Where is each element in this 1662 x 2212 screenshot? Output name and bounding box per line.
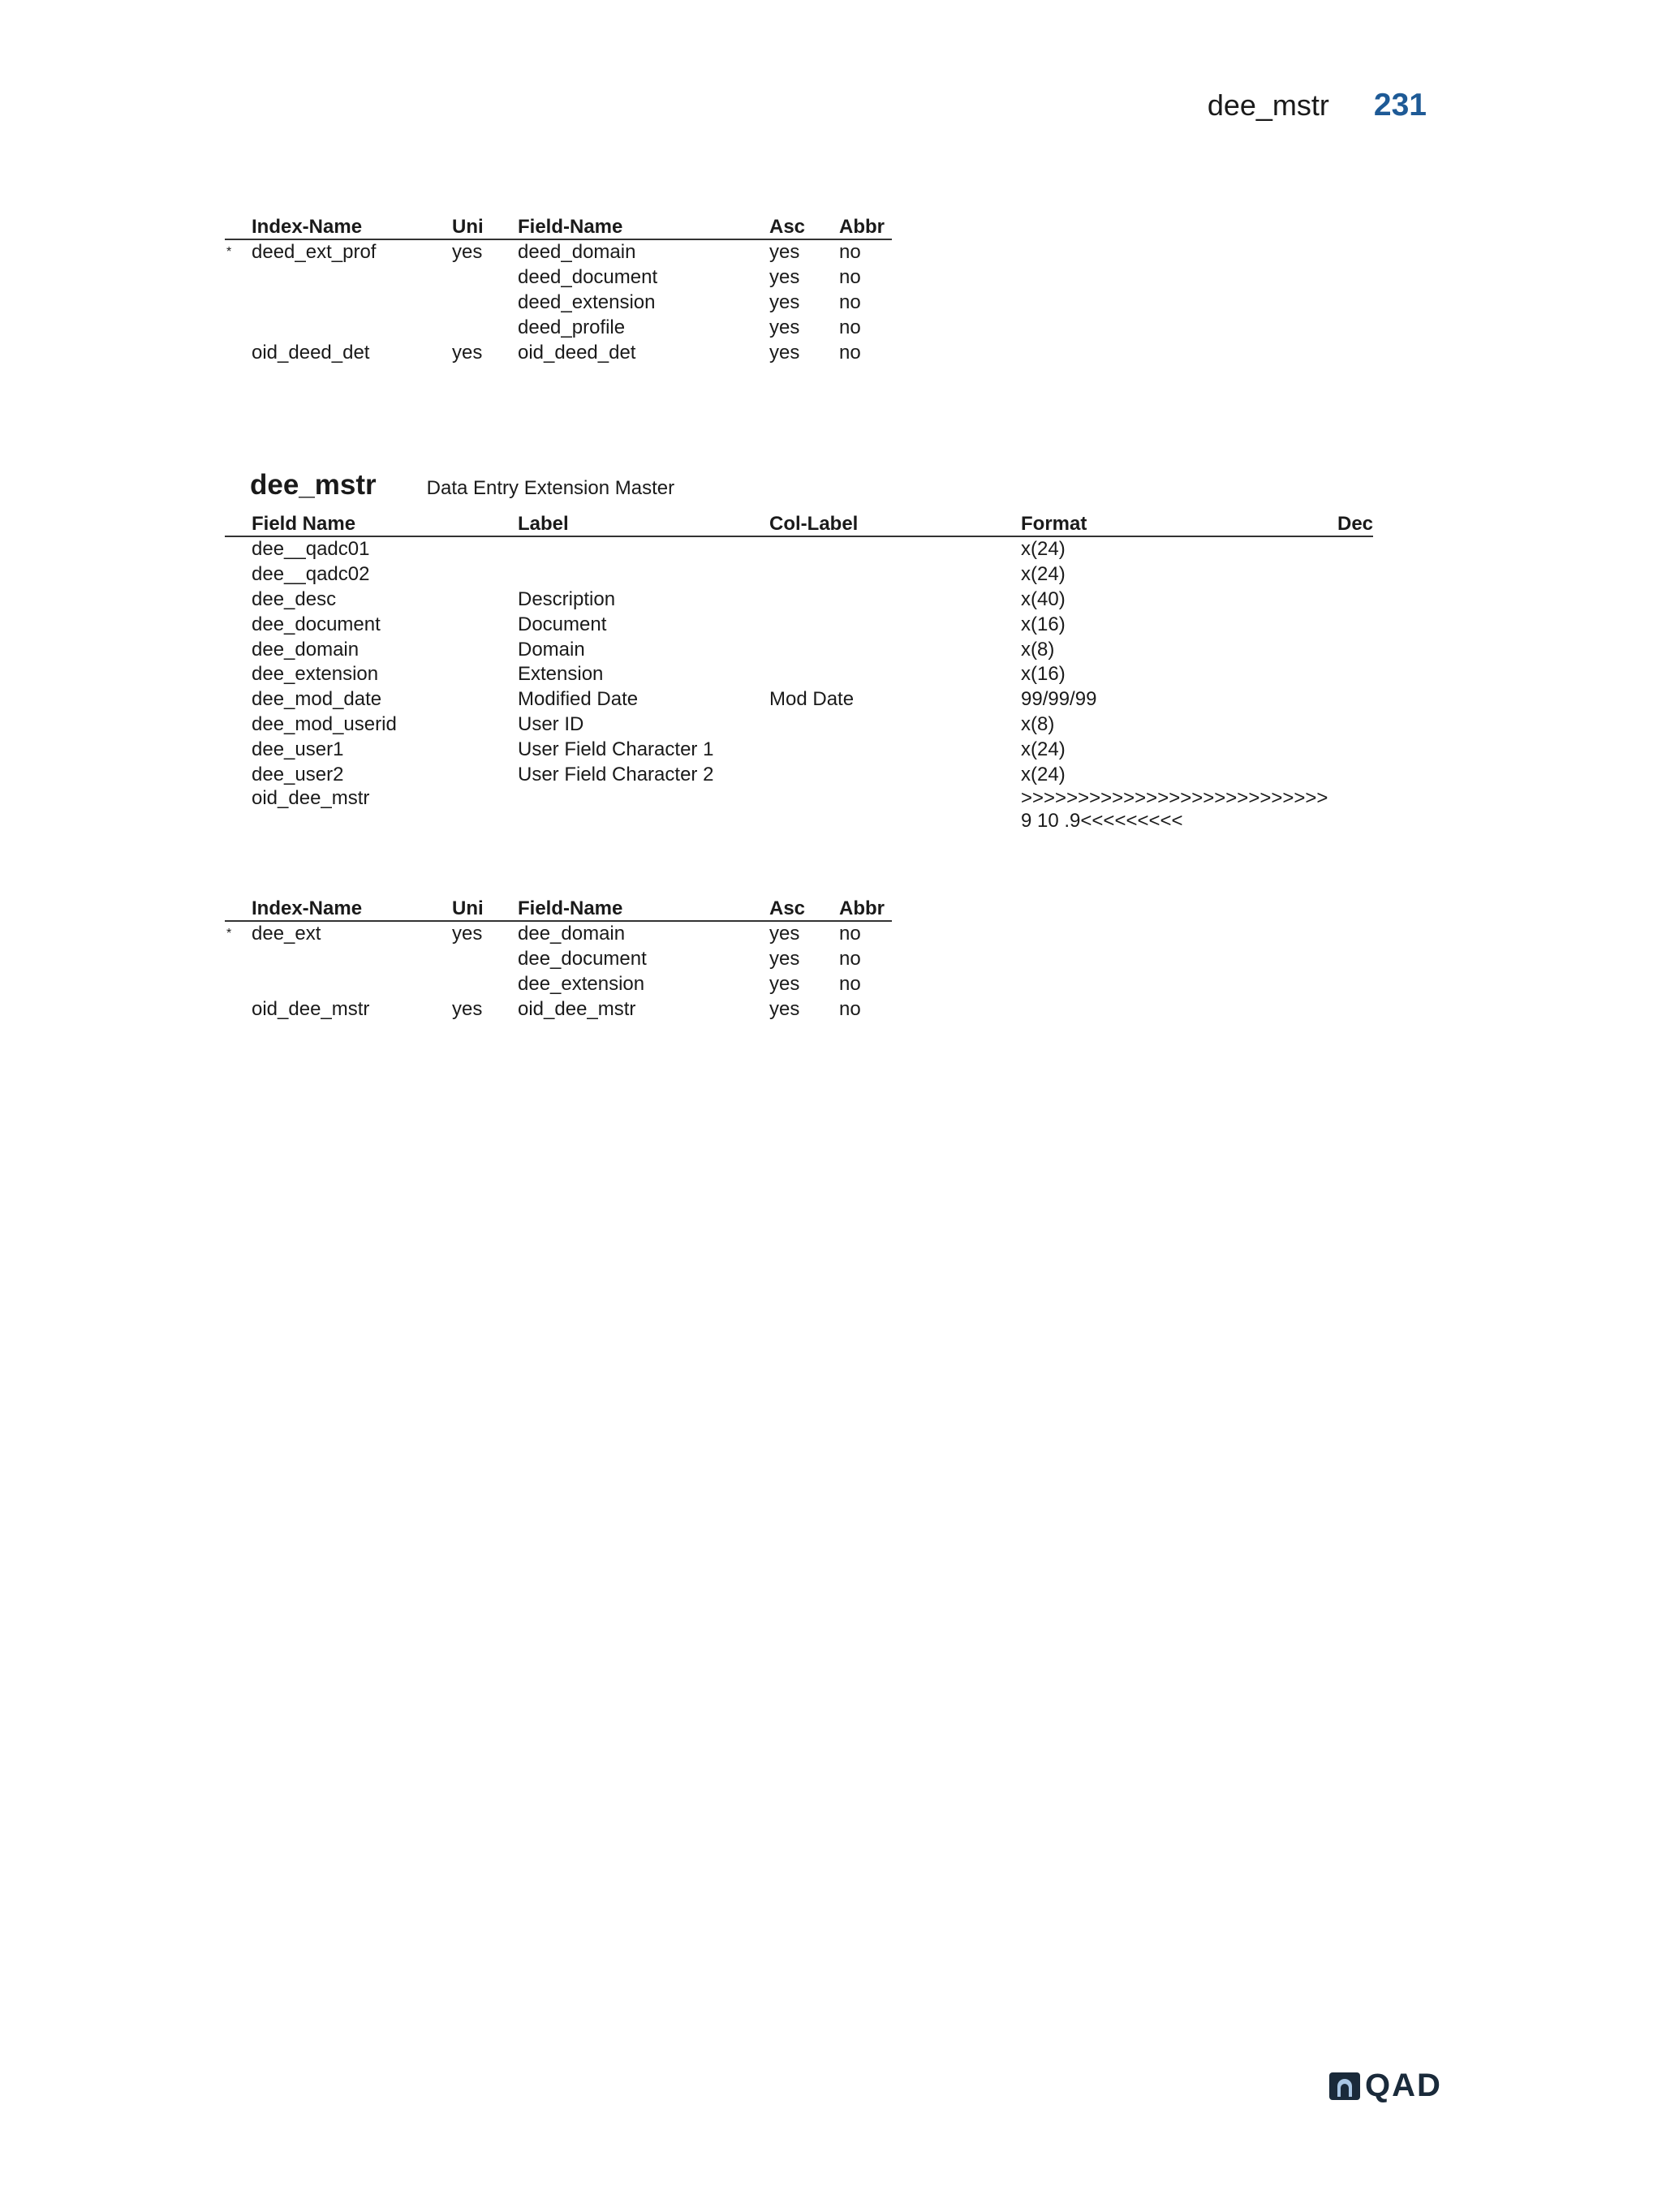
field-name-cell: dee_document xyxy=(518,948,647,970)
primary-index-marker xyxy=(225,996,252,1022)
field-name-cell: dee__qadc01 xyxy=(252,538,370,561)
table-row xyxy=(225,787,1373,833)
label-cell: User ID xyxy=(518,712,584,735)
primary-index-marker xyxy=(225,947,252,972)
label-cell: Document xyxy=(518,613,607,635)
field-table xyxy=(225,511,1373,833)
table-title xyxy=(250,469,674,501)
abbr-cell: no xyxy=(839,290,861,313)
column-header-dec: Dec xyxy=(1337,513,1374,535)
primary-index-marker xyxy=(225,340,252,365)
primary-index-marker xyxy=(225,972,252,997)
abbr-cell: no xyxy=(839,948,861,970)
abbr-cell: no xyxy=(839,241,861,264)
dec-cell xyxy=(1337,562,1373,587)
primary-index-marker: * xyxy=(226,245,232,260)
col-label-cell xyxy=(769,612,1021,637)
field-name-cell: oid_dee_mstr xyxy=(252,786,370,809)
column-header-index-name: Index-Name xyxy=(252,214,452,239)
primary-index-marker xyxy=(225,290,252,316)
field-name-cell: dee_user1 xyxy=(252,738,344,760)
index-name-cell xyxy=(252,265,452,290)
abbr-cell: no xyxy=(839,266,861,289)
field-name-cell: oid_deed_det xyxy=(518,341,636,364)
format-cell: x(8) xyxy=(1021,712,1055,735)
table-row xyxy=(225,290,892,316)
column-header-field-name: Field-Name xyxy=(518,214,769,239)
table-row xyxy=(225,662,1373,687)
table-row xyxy=(225,687,1373,712)
label-cell: User Field Character 2 xyxy=(518,763,714,785)
abbr-cell: no xyxy=(839,972,861,995)
format-cell: x(24) xyxy=(1021,563,1066,586)
index-name-cell: oid_dee_mstr xyxy=(252,997,370,1020)
uni-cell: yes xyxy=(452,997,483,1020)
table-row xyxy=(225,536,1373,562)
column-header-uni: Uni xyxy=(452,214,518,239)
column-header-label: Label xyxy=(518,511,769,536)
format-cell: x(40) xyxy=(1021,587,1066,610)
field-name-cell: dee_mod_date xyxy=(252,688,382,711)
dec-cell xyxy=(1337,712,1373,738)
mark-column-header xyxy=(225,896,252,921)
col-label-cell xyxy=(769,637,1021,662)
table-row xyxy=(225,340,892,365)
format-cell: 99/99/99 xyxy=(1021,688,1097,711)
asc-cell: yes xyxy=(769,316,800,338)
row-mark xyxy=(225,662,252,687)
page-number: 231 xyxy=(1373,88,1427,123)
mark-column-header xyxy=(225,214,252,239)
format-cell: x(24) xyxy=(1021,738,1066,760)
column-header-asc: Asc xyxy=(769,896,839,921)
row-mark xyxy=(225,637,252,662)
format-cell: x(24) xyxy=(1021,538,1066,561)
index-table-dee xyxy=(225,896,892,1022)
column-header-col-label: Col-Label xyxy=(769,511,1021,536)
column-header-abbr: Abbr xyxy=(839,214,892,239)
label-cell xyxy=(518,562,769,587)
row-mark xyxy=(225,612,252,637)
format-cell: x(8) xyxy=(1021,638,1055,661)
table-row xyxy=(225,996,892,1022)
col-label-cell xyxy=(769,662,1021,687)
uni-cell xyxy=(452,972,518,997)
row-mark xyxy=(225,536,252,562)
row-mark xyxy=(225,737,252,762)
field-name-cell: deed_profile xyxy=(518,316,626,338)
field-name-cell: oid_dee_mstr xyxy=(518,997,636,1020)
table-row xyxy=(225,947,892,972)
column-header-asc: Asc xyxy=(769,214,839,239)
dec-cell xyxy=(1337,737,1373,762)
field-name-cell: dee_extension xyxy=(518,972,645,995)
label-cell: Extension xyxy=(518,663,604,686)
primary-index-marker: * xyxy=(226,927,232,941)
table-row xyxy=(225,612,1373,637)
table-row xyxy=(225,265,892,290)
row-mark xyxy=(225,587,252,613)
header-title: dee_mstr xyxy=(1207,88,1329,122)
field-name-cell: dee_document xyxy=(252,613,381,635)
table-description: Data Entry Extension Master xyxy=(426,477,675,499)
field-name-cell: dee_domain xyxy=(252,638,360,661)
label-cell: Domain xyxy=(518,638,585,661)
asc-cell: yes xyxy=(769,290,800,313)
index-name-cell: deed_ext_prof xyxy=(252,241,377,264)
dec-cell xyxy=(1337,587,1373,613)
table-row xyxy=(225,762,1373,787)
dec-cell xyxy=(1337,787,1373,833)
label-cell: User Field Character 1 xyxy=(518,738,714,760)
col-label-cell xyxy=(769,536,1021,562)
qad-logo-icon xyxy=(1329,2072,1360,2100)
uni-cell xyxy=(452,290,518,316)
format-cell: x(16) xyxy=(1021,663,1066,686)
table-row xyxy=(225,239,892,265)
field-name-cell: dee_domain xyxy=(518,923,626,945)
mark-column-header xyxy=(225,511,252,536)
page-header xyxy=(1208,88,1427,123)
abbr-cell: no xyxy=(839,316,861,338)
col-label-cell: Mod Date xyxy=(769,688,855,711)
primary-index-marker xyxy=(225,265,252,290)
label-cell: Description xyxy=(518,587,616,610)
uni-cell xyxy=(452,947,518,972)
field-table-header xyxy=(225,511,1373,536)
column-header-index-name: Index-Name xyxy=(252,896,452,921)
dec-cell xyxy=(1337,662,1373,687)
index-name-cell xyxy=(252,290,452,316)
asc-cell: yes xyxy=(769,948,800,970)
col-label-cell xyxy=(769,587,1021,613)
table-row xyxy=(225,637,1373,662)
qad-logo xyxy=(1329,2068,1442,2104)
index-table-deed xyxy=(225,214,892,365)
row-mark xyxy=(225,687,252,712)
field-name-cell: deed_domain xyxy=(518,241,636,264)
index-name-cell xyxy=(252,972,452,997)
column-header-abbr: Abbr xyxy=(839,896,892,921)
format-cell: x(16) xyxy=(1021,613,1066,635)
format-cell: x(24) xyxy=(1021,763,1066,785)
dec-cell xyxy=(1337,637,1373,662)
index-table-header xyxy=(225,214,892,239)
row-mark xyxy=(225,562,252,587)
index-name-cell xyxy=(252,947,452,972)
label-cell xyxy=(518,787,769,833)
index-name-cell xyxy=(252,315,452,340)
table-row xyxy=(225,972,892,997)
column-header-field-name: Field-Name xyxy=(518,896,769,921)
abbr-cell: no xyxy=(839,923,861,945)
uni-cell xyxy=(452,265,518,290)
field-name-cell: dee__qadc02 xyxy=(252,563,370,586)
dec-cell xyxy=(1337,687,1373,712)
format-cell: >>>>>>>>>>>>>>>>>>>>>>>>>>>9 10 .9<<<<<<<<< xyxy=(1021,786,1328,832)
index-table-header xyxy=(225,896,892,921)
col-label-cell xyxy=(769,787,1021,833)
col-label-cell xyxy=(769,762,1021,787)
index-name-cell: dee_ext xyxy=(252,923,321,945)
field-name-cell: deed_document xyxy=(518,266,658,289)
dec-cell xyxy=(1337,762,1373,787)
asc-cell: yes xyxy=(769,972,800,995)
asc-cell: yes xyxy=(769,997,800,1020)
field-name-cell: dee_extension xyxy=(252,663,379,686)
logo-text: QAD xyxy=(1365,2068,1442,2103)
uni-cell: yes xyxy=(452,923,483,945)
asc-cell: yes xyxy=(769,241,800,264)
asc-cell: yes xyxy=(769,923,800,945)
field-name-cell: dee_mod_userid xyxy=(252,712,397,735)
table-row xyxy=(225,712,1373,738)
row-mark xyxy=(225,712,252,738)
table-row xyxy=(225,587,1373,613)
table-row xyxy=(225,315,892,340)
index-name-cell: oid_deed_det xyxy=(252,341,370,364)
row-mark xyxy=(225,762,252,787)
row-mark xyxy=(225,787,252,833)
uni-cell: yes xyxy=(452,341,483,364)
dec-cell xyxy=(1337,612,1373,637)
abbr-cell: no xyxy=(839,341,861,364)
asc-cell: yes xyxy=(769,341,800,364)
field-name-cell: deed_extension xyxy=(518,290,656,313)
col-label-cell xyxy=(769,737,1021,762)
table-row xyxy=(225,921,892,947)
column-header-field-name: Field Name xyxy=(252,511,518,536)
field-name-cell: dee_desc xyxy=(252,587,337,610)
label-cell xyxy=(518,536,769,562)
col-label-cell xyxy=(769,562,1021,587)
dec-cell xyxy=(1337,536,1373,562)
column-header-uni: Uni xyxy=(452,896,518,921)
uni-cell: yes xyxy=(452,241,483,264)
col-label-cell xyxy=(769,712,1021,738)
table-name: dee_mstr xyxy=(250,469,377,501)
asc-cell: yes xyxy=(769,266,800,289)
uni-cell xyxy=(452,315,518,340)
primary-index-marker xyxy=(225,315,252,340)
label-cell: Modified Date xyxy=(518,688,639,711)
field-name-cell: dee_user2 xyxy=(252,763,344,785)
column-header-format: Format xyxy=(1021,511,1337,536)
table-row xyxy=(225,562,1373,587)
abbr-cell: no xyxy=(839,997,861,1020)
table-row xyxy=(225,737,1373,762)
